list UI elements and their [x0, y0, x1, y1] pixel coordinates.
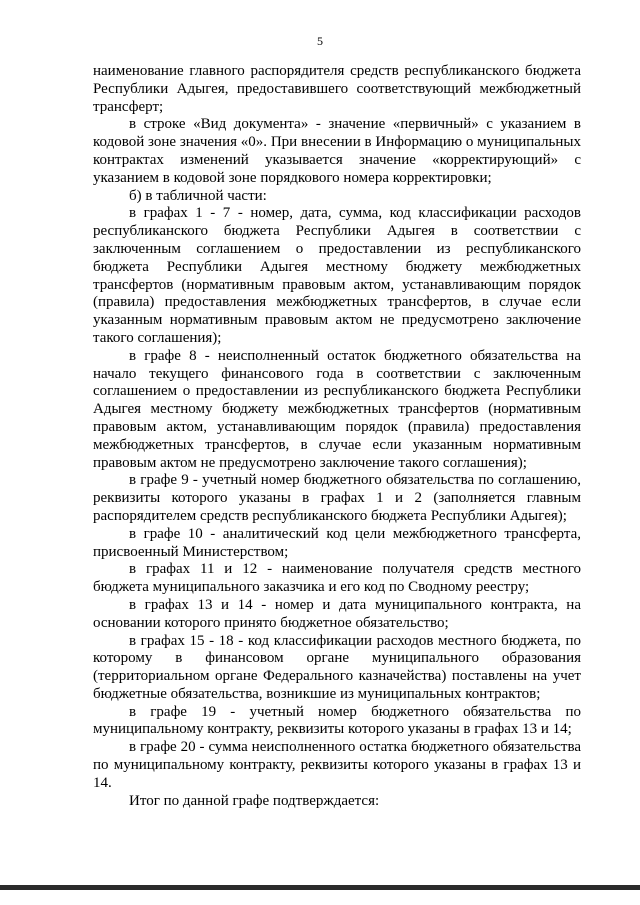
paragraph: в графах 1 - 7 - номер, дата, сумма, код классификации расходов республиканского бюджета Республики Адыгея в соответствии с заключенным соглашением о предоставлении из республиканского бюджета Республики Адыгея местному бюджету межбюджетных трансфертов (нормативным правовым актом, устанавливающим порядок (правила) предоставления межбюджетных трансфертов, в случае если указанным нормативным правовым актом не предусмотрено заключение такого соглашения); [93, 205, 581, 346]
paragraph: Итог по данной графе подтверждается: [129, 792, 380, 809]
paragraph: наименование главного распорядителя средств республиканского бюджета Республики Адыгея, предоставившего соответствующий межбюджетный трансферт; [93, 63, 581, 115]
paragraph: в графах 11 и 12 - наименование получателя средств местного бюджета муниципального заказчика и его код по Сводному реестру; [93, 561, 581, 596]
paragraph: в графе 19 - учетный номер бюджетного обязательства по муниципальному контракту, реквизиты которого указаны в графах 13 и 14; [93, 703, 581, 738]
paragraph: в графе 10 - аналитический код цели межбюджетного трансферта, присвоенный Министерством; [93, 525, 581, 560]
paragraph: в графах 13 и 14 - номер и дата муниципального контракта, на основании которого принято бюджетное обязательство; [93, 596, 581, 631]
paragraph: б) в табличной части: [129, 187, 267, 204]
document-body [93, 63, 581, 810]
paragraph: в графах 15 - 18 - код классификации расходов местного бюджета, по которому в финансовом органе муниципального образования (территориальном органе Федерального казначейства) поставлены на учет бюджетные обязательства, возникшие из муниципальных контрактов; [93, 632, 581, 702]
scan-edge-line [0, 885, 640, 890]
page-number: 5 [317, 34, 323, 48]
paragraph: в строке «Вид документа» - значение «первичный» с указанием в кодовой зоне значения «0». При внесении в Информацию о муниципальных контрактах изменений указывается значение «корректирующий» с указанием в кодовой зоне порядкового номера корректировки; [93, 116, 581, 186]
paragraph: в графе 8 - неисполненный остаток бюджетного обязательства на начало текущего финансового года в соответствии с заключенным соглашением о предоставлении из республиканского бюджета Республики Адыгея местному бюджету межбюджетных трансфертов (нормативным правовым актом, устанавливающим порядок (правила) предоставления межбюджетных трансфертов, в случае если указанным нормативным правовым актом не предусмотрено заключение такого соглашения); [93, 347, 581, 471]
paragraph: в графе 9 - учетный номер бюджетного обязательства по соглашению, реквизиты которого указаны в графах 1 и 2 (заполняется главным распорядителем средств республиканского бюджета Республики Адыгея); [93, 472, 581, 524]
paragraph: в графе 20 - сумма неисполненного остатка бюджетного обязательства по муниципальному контракту, реквизиты которого указаны в графах 13 и 14. [93, 739, 581, 791]
